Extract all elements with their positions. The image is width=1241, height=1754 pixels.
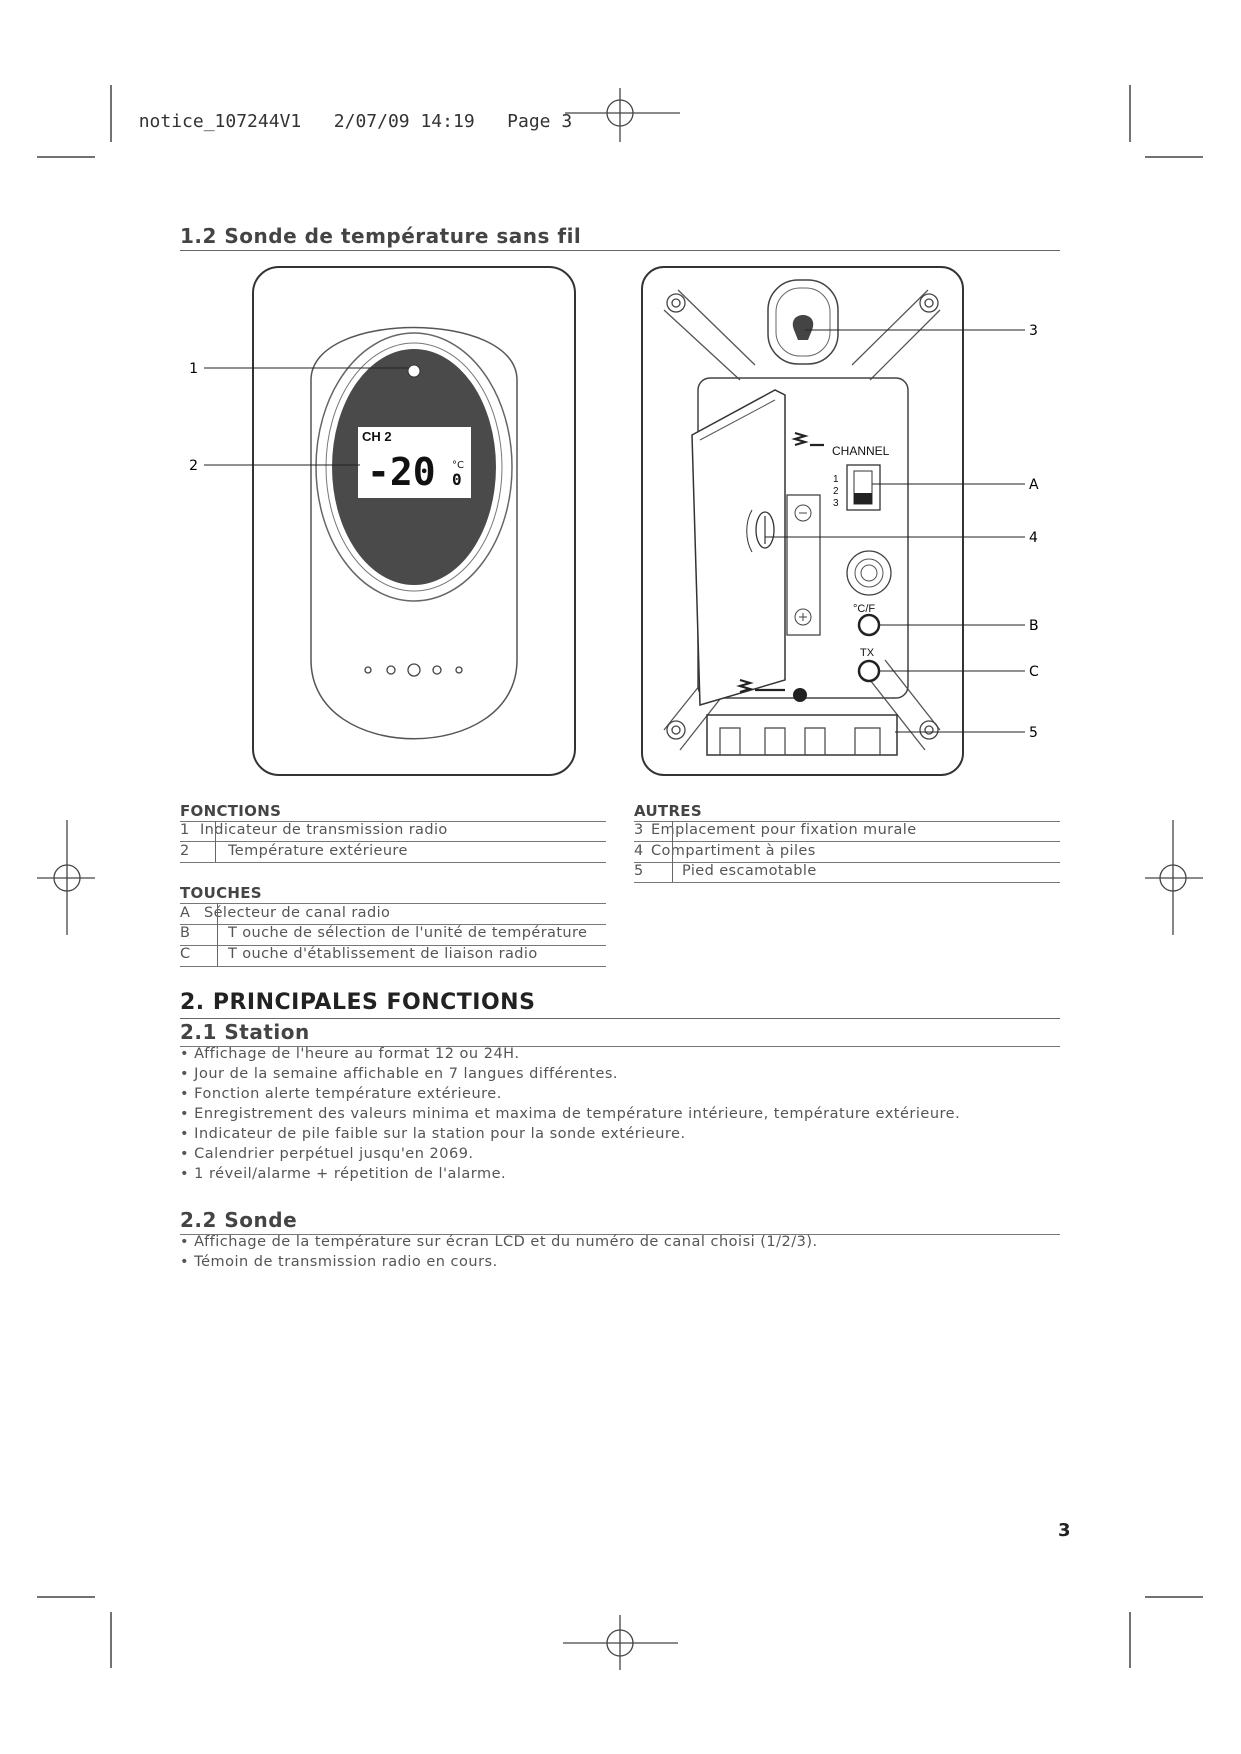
print-header-file: notice_107244V1: [138, 111, 302, 132]
touches-heading: TOUCHES: [180, 884, 262, 902]
callout-B: B: [1029, 618, 1039, 634]
tx-button-label: TX: [860, 647, 875, 659]
list-item: • Indicateur de pile faible sur la station pour la sonde extérieure.: [180, 1126, 686, 1142]
lcd-unit: °C: [452, 460, 464, 471]
callout-1: 1: [189, 361, 198, 377]
section-rule: [180, 250, 1060, 251]
fonctions-heading: FONCTIONS: [180, 802, 282, 820]
list-item: • Affichage de la température sur écran LCD et du numéro de canal choisi (1/2/3).: [180, 1234, 818, 1250]
callout-2: 2: [189, 458, 198, 474]
print-header-time: 14:19: [420, 111, 475, 132]
touches-key-B: B: [180, 925, 191, 941]
registration-target-bottom: [563, 1615, 678, 1670]
list-item: • Calendrier perpétuel jusqu'en 2069.: [180, 1146, 474, 1162]
section-title-2-2: 2.2 Sonde: [180, 1208, 298, 1232]
list-item: • Affichage de l'heure au format 12 ou 24H.: [180, 1046, 520, 1062]
fonctions-key-1: 1: [180, 822, 190, 838]
callout-4: 4: [1029, 530, 1038, 546]
section-title-2-1: 2.1 Station: [180, 1020, 310, 1044]
registration-target-top: [565, 88, 680, 142]
transmission-led: [408, 365, 420, 377]
lcd-channel: CH 2: [362, 429, 392, 444]
channel-label: CHANNEL: [832, 444, 890, 458]
channel-number-2: 2: [833, 486, 839, 497]
speaker-grille: [847, 551, 891, 595]
autres-text-3: Emplacement pour fixation murale: [651, 822, 917, 838]
autres-heading: AUTRES: [634, 802, 702, 820]
autres-key-4: 4: [634, 843, 644, 859]
station-bullet-list: [180, 1046, 960, 1186]
sensor-figure: [180, 260, 1080, 785]
fonctions-text-2: Température extérieure: [228, 843, 408, 859]
sensor-back-view: [642, 267, 1039, 775]
print-header-date: 2/07/09: [333, 111, 410, 132]
fonctions-text-1: Indicateur de transmission radio: [200, 822, 448, 838]
channel-number-1: 1: [833, 474, 839, 485]
callout-C: C: [1029, 664, 1039, 680]
fold-out-stand: [707, 715, 897, 755]
page-number: 3: [1058, 1520, 1071, 1541]
autres-key-5: 5: [634, 863, 644, 879]
tx-button: [859, 661, 879, 681]
autres-text-4: Compartiment à piles: [651, 843, 816, 859]
touches-key-A: A: [180, 905, 191, 921]
section-title-2: 2. PRINCIPALES FONCTIONS: [180, 990, 536, 1015]
sensor-front-view: [189, 267, 575, 775]
touches-key-C: C: [180, 946, 191, 962]
list-item: • Jour de la semaine affichable en 7 langues différentes.: [180, 1066, 619, 1082]
touches-text-B: T ouche de sélection de l'unité de température: [228, 925, 588, 941]
list-item: • 1 réveil/alarme + répetition de l'alarme.: [180, 1166, 507, 1182]
print-header-page: Page 3: [507, 111, 573, 132]
callout-5: 5: [1029, 725, 1038, 741]
callout-3: 3: [1029, 323, 1038, 339]
list-item: • Fonction alerte température extérieure.: [180, 1086, 502, 1102]
indicator-dots: [365, 664, 462, 676]
lcd-decimal: 0: [452, 470, 462, 489]
touches-text-A: Sélecteur de canal radio: [204, 905, 391, 921]
callout-A: A: [1029, 477, 1039, 493]
autres-text-5: Pied escamotable: [682, 863, 817, 879]
autres-key-3: 3: [634, 822, 644, 838]
registration-target-right: [1145, 820, 1203, 935]
unit-button-label: °C/F: [853, 603, 876, 615]
print-header: [117, 90, 572, 132]
unit-button: [859, 615, 879, 635]
registration-target-left: [37, 820, 95, 935]
list-item: • Témoin de transmission radio en cours.: [180, 1254, 498, 1270]
channel-number-3: 3: [833, 498, 839, 509]
list-item: • Enregistrement des valeurs minima et maxima de température intérieure, température extérieure.: [180, 1106, 961, 1122]
section-title-1-2: 1.2 Sonde de température sans fil: [180, 224, 582, 248]
lcd-temperature: -20: [367, 450, 436, 494]
touches-text-C: T ouche d'établissement de liaison radio: [228, 946, 538, 962]
sonde-bullet-list: [180, 1234, 818, 1274]
fonctions-key-2: 2: [180, 843, 190, 859]
